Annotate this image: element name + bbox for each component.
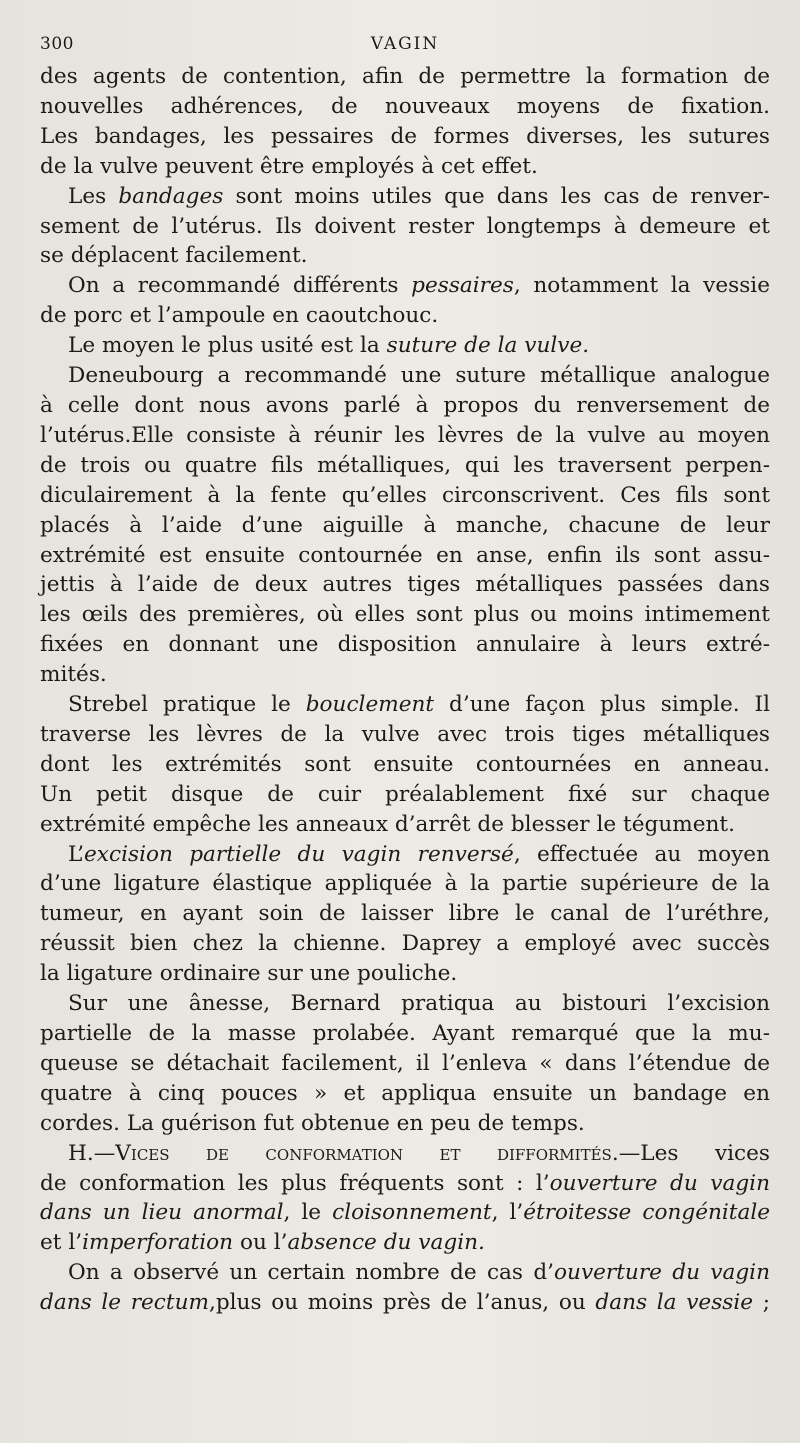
text-run: On a observé un certain nombre de cas d’	[68, 1260, 555, 1286]
text-run: Les	[68, 183, 119, 209]
text-run: quatre à cinq pouces » et appliqua ensuite un bandage en	[40, 1080, 770, 1106]
text-line	[40, 152, 770, 182]
text-run: diculairement à la fente qu’elles circonscrivent. Ces fils sont	[40, 482, 770, 508]
text-line	[40, 122, 770, 152]
page-header	[40, 34, 770, 60]
text-run: sont moins utiles que dans les cas de renver-	[223, 183, 770, 209]
text-run: fixées en donnant une disposition annulaire à leurs extré-	[40, 632, 770, 658]
running-title: VAGIN	[370, 34, 440, 54]
text-run: extrémité est ensuite contournée en anse, enfin ils sont assu-	[40, 542, 770, 568]
text-run: queuse se détachait facilement, il l’enleva « dans l’étendue de	[40, 1050, 770, 1076]
italic-text: étroitesse congénitale	[523, 1200, 771, 1226]
italic-text: dans un lieu anormal	[40, 1200, 284, 1226]
text-line	[40, 271, 770, 301]
text-run: dont les extrémités sont ensuite contournées en anneau.	[40, 751, 770, 777]
text-run: Le moyen le plus usité est la	[68, 333, 387, 359]
text-run: sement de l’utérus. Ils doivent rester longtemps à demeure et	[40, 213, 770, 239]
text-run: tumeur, en ayant soin de laisser libre le canal de l’uréthre,	[40, 901, 770, 927]
text-run: jettis à l’aide de deux autres tiges métalliques passées dans	[40, 572, 770, 598]
text-run: L’	[68, 841, 85, 867]
text-run: , notamment la vessie	[513, 273, 770, 299]
italic-text: excision partielle du vagin renversé	[84, 841, 514, 867]
text-line	[40, 301, 770, 331]
text-line	[40, 869, 770, 899]
italic-text: cloisonnement	[332, 1200, 492, 1226]
text-line	[40, 959, 770, 989]
text-run: placés à l’aide d’une aiguille à manche, chacune de leur	[40, 512, 770, 538]
text-line	[40, 899, 770, 929]
text-line	[40, 481, 770, 511]
text-line	[40, 660, 770, 690]
text-run: l’utérus.Elle consiste à réunir les lèvres de la vulve au moyen	[40, 422, 770, 448]
text-run: la ligature ordinaire sur une pouliche.	[40, 961, 458, 987]
text-run: ou l’	[233, 1230, 288, 1256]
text-run: de porc et l’ampoule en caoutchouc.	[40, 303, 439, 329]
text-line	[40, 212, 770, 242]
text-line	[40, 1198, 770, 1228]
text-run: réussit bien chez la chienne. Daprey a employé avec succès	[40, 931, 770, 957]
text-run: cordes. La guérison fut obtenue en peu de temps.	[40, 1110, 585, 1136]
text-run: mités.	[40, 662, 107, 688]
italic-text: absence du vagin.	[287, 1230, 485, 1256]
text-line	[40, 1288, 770, 1318]
text-run: , effectuée au moyen	[513, 841, 770, 867]
text-run: , le	[283, 1200, 333, 1226]
text-line	[40, 570, 770, 600]
text-run: ,plus ou moins près de l’anus, ou	[208, 1290, 596, 1316]
body-text	[40, 62, 770, 1318]
text-run: Strebel pratique le	[68, 692, 306, 718]
text-run: Les bandages, les pessaires de formes diverses, les sutures	[40, 123, 770, 149]
text-run: et l’	[40, 1230, 83, 1256]
text-line	[40, 62, 770, 92]
text-run: —Les vices	[618, 1140, 771, 1166]
text-run: de trois ou quatre fils métalliques, qui les traversent perpen-	[40, 452, 770, 478]
text-line	[40, 1109, 770, 1139]
text-line	[40, 541, 770, 571]
text-line	[40, 1258, 770, 1288]
italic-text: pessaires	[411, 273, 514, 299]
page-number: 300	[40, 34, 74, 54]
text-line	[40, 600, 770, 630]
text-run: d’une façon plus simple. Il	[434, 692, 770, 718]
text-line	[40, 331, 770, 361]
text-line	[40, 1169, 770, 1199]
text-run: nouvelles adhérences, de nouveaux moyens de fixation.	[40, 93, 770, 119]
text-line	[40, 630, 770, 660]
italic-text: ouverture du vagin	[549, 1170, 770, 1196]
text-line	[40, 1079, 770, 1109]
italic-text: bouclement	[305, 692, 435, 718]
text-line	[40, 511, 770, 541]
text-line	[40, 241, 770, 271]
text-line	[40, 929, 770, 959]
italic-text: imperforation	[82, 1230, 234, 1256]
text-line	[40, 780, 770, 810]
text-line	[40, 421, 770, 451]
text-run: Deneubourg a recommandé une suture métallique analogue	[68, 363, 770, 389]
text-line	[40, 989, 770, 1019]
italic-text: ouverture du vagin	[554, 1260, 770, 1286]
text-line	[40, 810, 770, 840]
text-line	[40, 391, 770, 421]
text-run: d’une ligature élastique appliquée à la partie supérieure de la	[40, 871, 770, 897]
italic-text: suture de la vulve.	[386, 333, 590, 359]
text-line	[40, 840, 770, 870]
text-run: des agents de contention, afin de permettre la formation de	[40, 64, 770, 89]
italic-text: dans le rectum	[40, 1290, 209, 1316]
text-run: de conformation les plus fréquents sont : l’	[40, 1170, 550, 1196]
text-line	[40, 720, 770, 750]
italic-text: bandages	[118, 183, 224, 209]
text-run: On a recommandé différents	[68, 273, 412, 299]
text-line	[40, 1049, 770, 1079]
text-run: Un petit disque de cuir préalablement fixé sur chaque	[40, 781, 770, 807]
text-run: ;	[753, 1290, 770, 1316]
text-run: extrémité empêche les anneaux d’arrêt de blesser le tégument.	[40, 811, 735, 837]
italic-text: dans la vessie	[595, 1290, 754, 1316]
text-line	[40, 182, 770, 212]
text-run: partielle de la masse prolabée. Ayant remarqué que la mu-	[40, 1021, 770, 1046]
text-run: de la vulve peuvent être employés à cet effet.	[40, 153, 538, 179]
small-caps-heading: Vices de conformation et difformités.	[115, 1140, 619, 1166]
text-line	[40, 361, 770, 391]
text-run: traverse les lèvres de la vulve avec trois tiges métalliques	[40, 721, 770, 747]
text-line	[40, 92, 770, 122]
text-line	[40, 1228, 770, 1258]
text-line	[40, 750, 770, 780]
text-line	[40, 1019, 770, 1049]
text-line	[40, 690, 770, 720]
text-run: H.—	[68, 1140, 116, 1166]
text-run: se déplacent facilement.	[40, 243, 308, 269]
text-run: à celle dont nous avons parlé à propos du renversement de	[40, 392, 770, 418]
text-run: les œils des premières, où elles sont plus ou moins intimement	[40, 602, 770, 628]
text-line	[40, 1139, 770, 1169]
text-run: Sur une ânesse, Bernard pratiqua au bistouri l’excision	[68, 991, 770, 1017]
text-run: , l’	[491, 1200, 524, 1226]
text-line	[40, 451, 770, 481]
